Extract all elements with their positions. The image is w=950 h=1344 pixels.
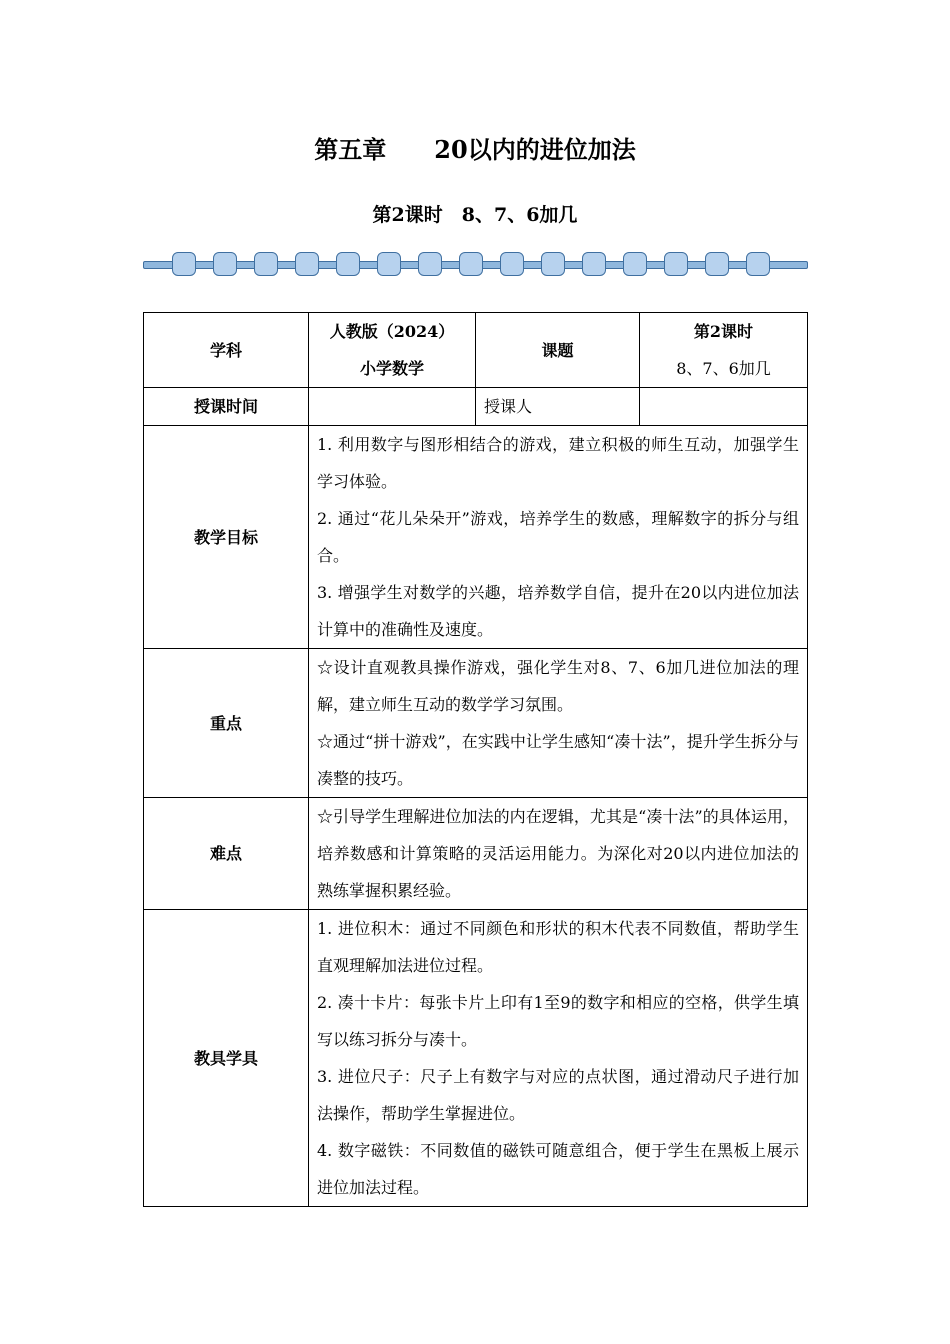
chain-link [254, 252, 278, 276]
chain-link [213, 252, 237, 276]
edition-line2: 小学数学 [359, 359, 424, 378]
chain-link [705, 252, 729, 276]
key-point-item: ☆通过“拼十游戏”，在实践中让学生感知“凑十法”，提升学生拆分与凑整的技巧。 [317, 732, 799, 788]
time-value [309, 388, 476, 426]
chain-link [623, 252, 647, 276]
chain-link [295, 252, 319, 276]
time-label: 授课时间 [144, 388, 309, 426]
topic-line1: 第2课时 [693, 322, 754, 341]
chain-link [172, 252, 196, 276]
table-row [144, 426, 808, 649]
tools-label: 教具学具 [144, 910, 309, 1207]
key-points-cell [309, 649, 808, 798]
objective-item: 3. 增强学生对数学的兴趣，培养数学自信，提升在20以内进位加法计算中的准确性及速度。 [317, 583, 799, 639]
chain-link [664, 252, 688, 276]
tools-cell [309, 910, 808, 1207]
chain-link [459, 252, 483, 276]
edition-cell [309, 313, 476, 388]
chain-link [541, 252, 565, 276]
difficulty-cell [309, 798, 808, 910]
tool-item: 2. 凑十卡片：每张卡片上印有1至9的数字和相应的空格，供学生填写以练习拆分与凑十。 [317, 993, 799, 1049]
chain-link [582, 252, 606, 276]
chain-link [500, 252, 524, 276]
topic-cell [640, 313, 808, 388]
tool-item: 3. 进位尺子：尺子上有数字与对应的点状图，通过滑动尺子进行加法操作，帮助学生掌握进位。 [317, 1067, 799, 1123]
lesson-plan-table [143, 312, 808, 1207]
topic-line2: 8、7、6加几 [676, 359, 771, 378]
tool-item: 1. 进位积木：通过不同颜色和形状的积木代表不同数值，帮助学生直观理解加法进位过程。 [317, 919, 799, 975]
topic-label: 课题 [476, 313, 640, 388]
table-row [144, 313, 808, 388]
teacher-value [640, 388, 808, 426]
objectives-cell [309, 426, 808, 649]
chain-link [377, 252, 401, 276]
tool-item: 4. 数字磁铁：不同数值的磁铁可随意组合，便于学生在黑板上展示进位加法过程。 [317, 1141, 799, 1197]
teacher-label: 授课人 [476, 388, 640, 426]
difficulty-item: ☆引导学生理解进位加法的内在逻辑，尤其是“凑十法”的具体运用，培养数感和计算策略的灵活运用能力。为深化对20以内进位加法的熟练掌握积累经验。 [317, 807, 799, 900]
subject-label: 学科 [144, 313, 309, 388]
objective-item: 2. 通过“花儿朵朵开”游戏，培养学生的数感，理解数字的拆分与组合。 [317, 509, 799, 565]
key-point-item: ☆设计直观教具操作游戏，强化学生对8、7、6加几进位加法的理解，建立师生互动的数学学习氛围。 [317, 658, 799, 714]
table-row [144, 649, 808, 798]
chapter-title: 第五章 20以内的进位加法 [314, 135, 636, 164]
difficulty-label: 难点 [144, 798, 309, 910]
key-points-label: 重点 [144, 649, 309, 798]
chain-link [746, 252, 770, 276]
objective-item: 1. 利用数字与图形相结合的游戏，建立积极的师生互动，加强学生学习体验。 [317, 435, 799, 491]
table-row [144, 388, 808, 426]
objectives-label: 教学目标 [144, 426, 309, 649]
chain-link [418, 252, 442, 276]
table-row [144, 798, 808, 910]
lesson-title: 第2课时 8、7、6加几 [372, 204, 578, 226]
table-row [144, 910, 808, 1207]
decorative-chain-divider [143, 250, 808, 280]
chain-link [336, 252, 360, 276]
edition-line1: 人教版（2024） [329, 322, 455, 341]
